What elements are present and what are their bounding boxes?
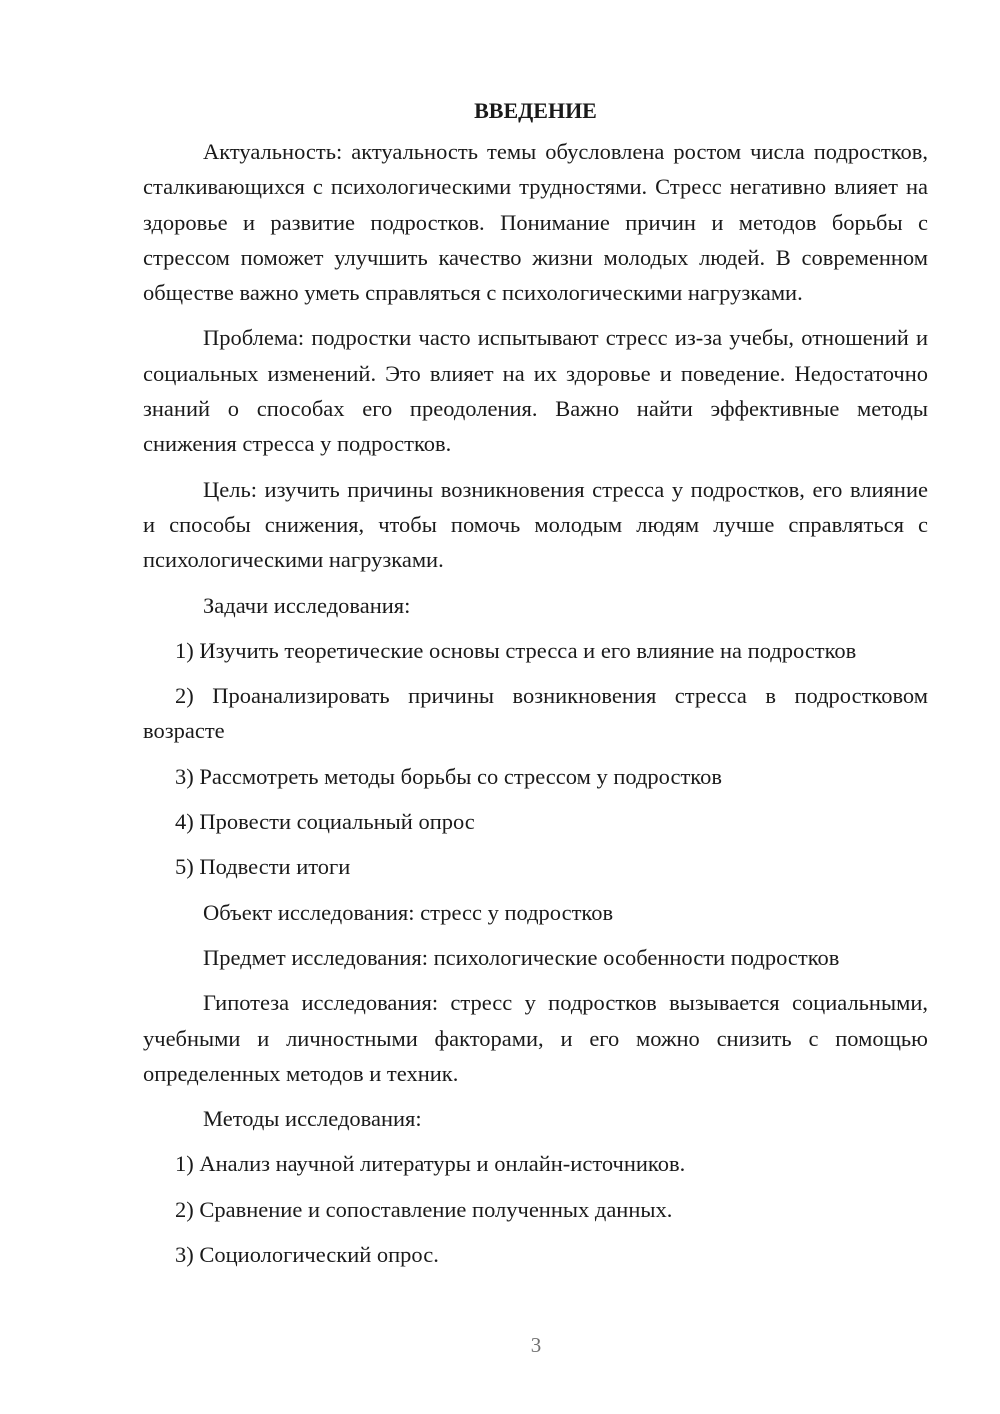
task-item: 1) Изучить теоретические основы стресса и его влияние на подростков — [175, 637, 857, 663]
section-title: ВВЕДЕНИЕ — [474, 98, 597, 123]
method-item: 3) Социологический опрос. — [175, 1242, 439, 1268]
subject-paragraph: Предмет исследования: психологические особенности подростков — [203, 944, 840, 970]
method-item: 1) Анализ научной литературы и онлайн-источников. — [175, 1151, 686, 1177]
task-item: 5) Подвести итоги — [175, 854, 351, 880]
task-item: 4) Провести социальный опрос — [175, 809, 475, 835]
problem-paragraph: Проблема: подростки часто испытывают стресс из-за учебы, отношений и социальных изменений. Это влияет на их здоровье и поведение. Недостаточно знаний о способах его преодоления. Важно найти эффективные методы снижения стресса у подростков. — [143, 325, 928, 457]
relevance-paragraph: Актуальность: актуальность темы обусловлена ростом числа подростков, сталкивающихся с психологическими трудностями. Стресс негативно влияет на здоровье и развитие подростков. Понимание причин и методов борьбы с стрессом поможет улучшить качество жизни молодых людей. В современном обществе важно уметь справляться с психологическими нагрузками. — [143, 139, 928, 306]
tasks-heading: Задачи исследования: — [203, 592, 411, 618]
methods-heading: Методы исследования: — [203, 1106, 422, 1132]
task-item: 3) Рассмотреть методы борьбы со стрессом у подростков — [175, 763, 722, 789]
method-item: 2) Сравнение и сопоставление полученных данных. — [175, 1196, 673, 1222]
task-item: 2) Проанализировать причины возникновения стресса в подростковом возрасте — [143, 683, 928, 744]
page-content — [143, 96, 928, 1272]
goal-paragraph: Цель: изучить причины возникновения стресса у подростков, его влияние и способы снижения, чтобы помочь молодым людям лучше справляться с психологическими нагрузками. — [143, 476, 928, 573]
hypothesis-paragraph: Гипотеза исследования: стресс у подростков вызывается социальными, учебными и личностными факторами, и его можно снизить с помощью определенных методов и техник. — [143, 990, 928, 1086]
page-number: 3 — [530, 1333, 542, 1357]
object-paragraph: Объект исследования: стресс у подростков — [203, 899, 614, 925]
